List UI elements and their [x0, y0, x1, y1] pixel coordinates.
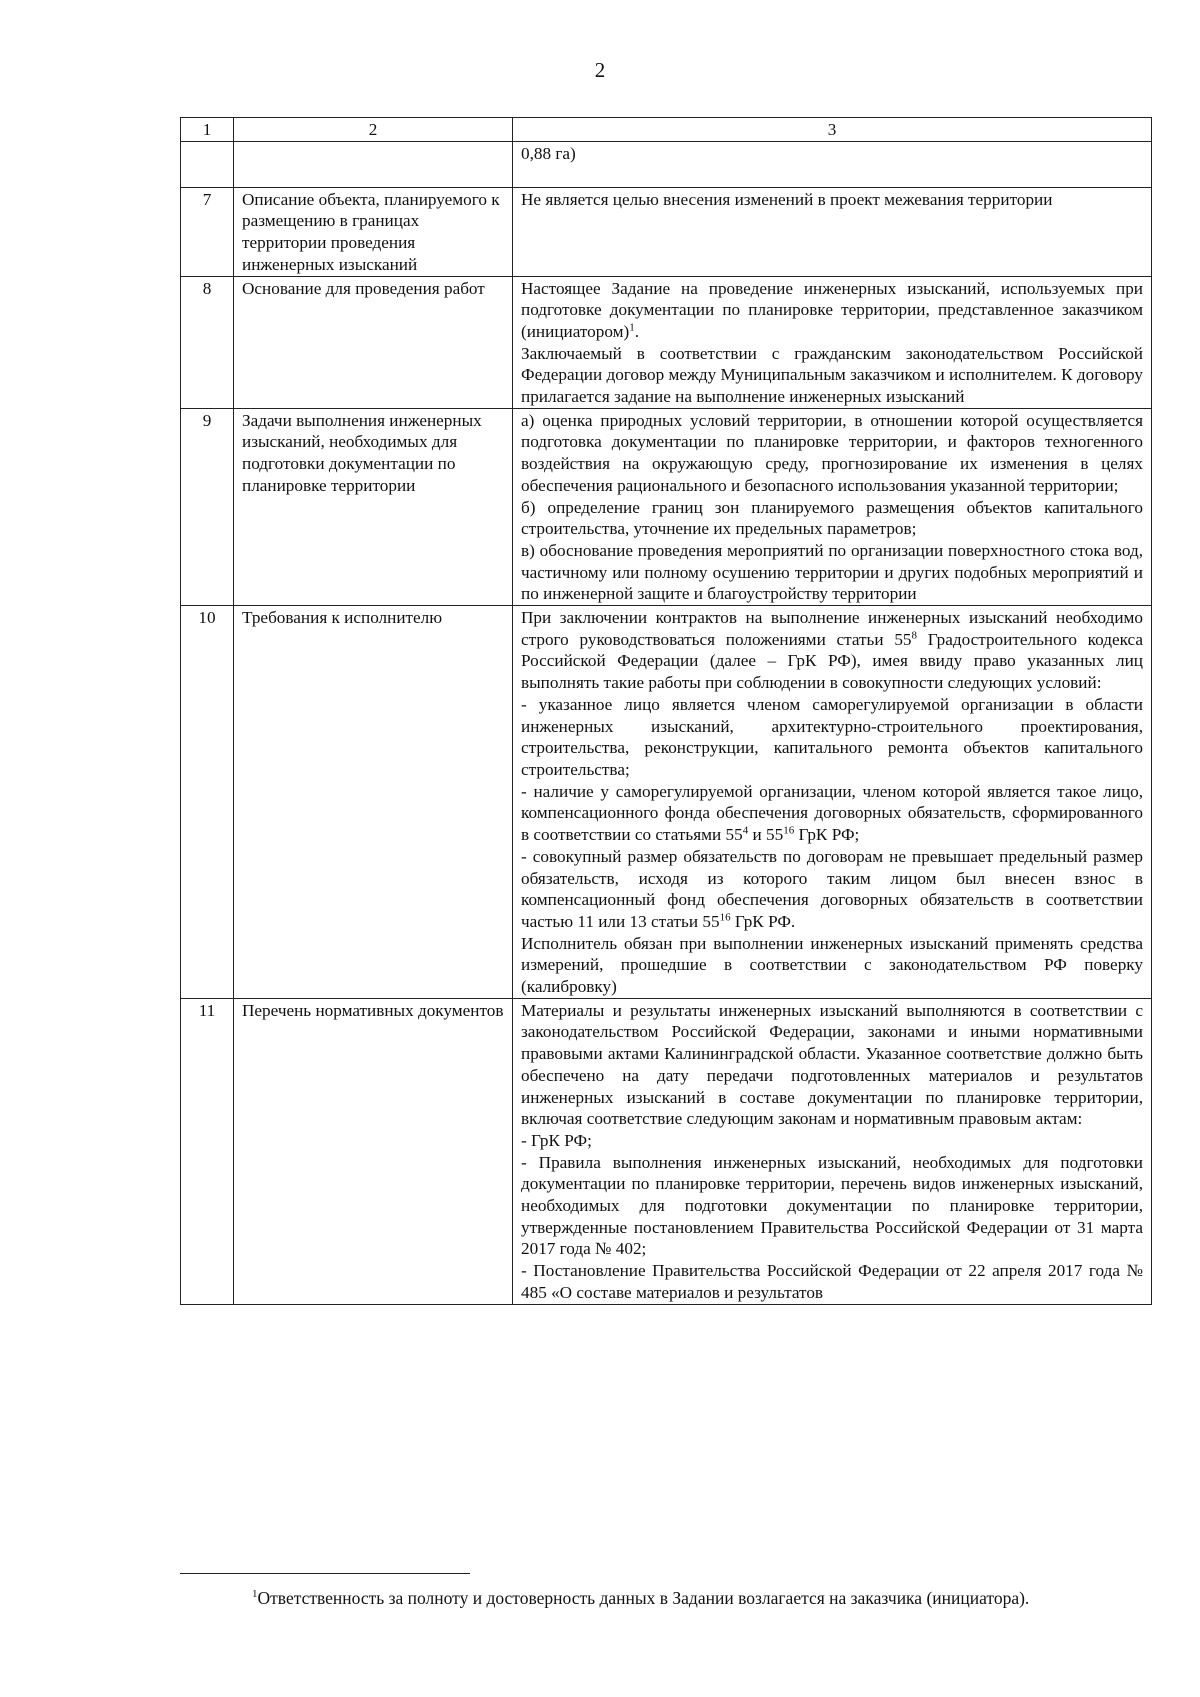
row-paragraph: - Правила выполнения инженерных изысканий, необходимых для подготовки документации по планировке территории, перечень видов инженерных изысканий, необходимых для подготовки документации по планировке территории, утвержденные постановлением Правительства Российской Федерации от 31 марта 2017 года № 402;	[521, 1152, 1143, 1259]
article-superscript: 8	[911, 629, 918, 642]
row-name-cell	[234, 141, 513, 187]
footnote	[252, 1587, 1029, 1609]
paragraph-text: - наличие у саморегулируемой организации, членом которой является такое лицо, компенсационного фонда обеспечения договорных обязательств, сформированного в соответствии со статьями 55	[521, 781, 1143, 845]
table-row	[181, 408, 1152, 605]
footnote-mark: 1	[252, 1588, 258, 1601]
paragraph-text: - совокупный размер обязательств по договорам не превышает предельный размер обязательств, исходя из которого таким лицом был внесен взнос в компенсационный фонд обеспечения договорных обязательств в соответствии частью 11 или 13 статьи 55	[521, 846, 1143, 931]
row-paragraph	[521, 846, 1143, 933]
row-paragraph: а) оценка природных условий территории, в отношении которой осуществляется подготовка документации по планировке территории, и факторов техногенного воздействия на окружающую среду, прогнозирование их изменения в целях обеспечения рационального и безопасного использования указанной территории;	[521, 410, 1143, 495]
row-name: Основание для проведения работ	[234, 276, 513, 408]
row-content	[513, 187, 1152, 276]
row-paragraph	[521, 607, 1143, 694]
row-content	[513, 276, 1152, 408]
row-content	[513, 408, 1152, 605]
paragraph-text: Градостроительного кодекса Российской Федерации (далее – ГрК РФ), имея ввиду право указанных лиц выполнять такие работы при соблюдении в совокупности следующих условий:	[521, 629, 1143, 693]
row-number: 7	[181, 187, 234, 276]
table-header-row	[181, 118, 1152, 142]
paragraph-end: .	[634, 321, 640, 341]
row-number: 11	[181, 998, 234, 1304]
row-number: 8	[181, 276, 234, 408]
row-number: 9	[181, 408, 234, 605]
paragraph-text: ГрК РФ;	[794, 825, 860, 845]
article-superscript: 4	[742, 824, 749, 837]
table-row	[181, 998, 1152, 1304]
row-paragraph: Не является целью внесения изменений в проект межевания территории	[521, 189, 1053, 209]
row-name: Перечень нормативных документов	[234, 998, 513, 1304]
row-name: Требования к исполнителю	[234, 606, 513, 999]
row-paragraph: - Постановление Правительства Российской Федерации от 22 апреля 2017 года № 485 «О составе материалов и результатов	[521, 1261, 1143, 1302]
row-paragraph	[521, 278, 1143, 343]
row-paragraph: - указанное лицо является членом саморегулируемой организации в области инженерных изысканий, архитектурно-строительного проектирования, строительства, реконструкции, капитального ремонта объектов капитального строительства;	[521, 694, 1143, 779]
table-row-continuation	[181, 141, 1152, 187]
row-paragraph: - ГрК РФ;	[521, 1130, 592, 1150]
row-paragraph: Заключаемый в соответствии с гражданским законодательством Российской Федерации договор между Муниципальным заказчиком и исполнителем. К договору прилагается задание на выполнение инженерных изысканий	[521, 343, 1143, 407]
row-number-cell	[181, 141, 234, 187]
row-paragraph: Материалы и результаты инженерных изысканий выполняются в соответствии с законодательством Российской Федерации, законами и иными нормативными правовыми актами Калининградской области. Указанное соответствие должно быть обеспечено на дату передачи подготовленных материалов и результатов инженерных изысканий в составе документации по планировке территории, включая соответствие следующим законам и нормативным правовым актам:	[521, 1000, 1143, 1129]
row-paragraph: б) определение границ зон планируемого размещения объектов капитального строительства, уточнение их предельных параметров;	[521, 497, 1143, 539]
row-content	[513, 606, 1152, 999]
row-paragraph	[521, 781, 1143, 846]
row-content-cell	[513, 141, 1152, 187]
row-paragraph: Исполнитель обязан при выполнении инженерных изысканий применять средства измерений, прошедшие в соответствии с законодательством РФ поверку (калибровку)	[521, 933, 1143, 997]
article-superscript: 16	[719, 911, 731, 924]
paragraph-text: Настоящее Задание на проведение инженерных изысканий, используемых при подготовке документации по планировке территории, представленное заказчиком (инициатором)	[521, 278, 1143, 341]
row-number: 10	[181, 606, 234, 999]
header-col-1: 1	[181, 118, 234, 142]
page-number: 2	[594, 58, 606, 82]
row-name: Описание объекта, планируемого к размещению в границах территории проведения инженерных изысканий	[234, 187, 513, 276]
paragraph-text: и 55	[748, 825, 784, 845]
footnote-separator	[180, 1573, 470, 1574]
row-name: Задачи выполнения инженерных изысканий, необходимых для подготовки документации по планировке территории	[234, 408, 513, 605]
article-superscript: 16	[783, 824, 795, 837]
header-col-3: 3	[513, 118, 1152, 142]
footnote-reference: 1	[629, 321, 635, 334]
table-row	[181, 276, 1152, 408]
footnote-text: Ответственность за полноту и достоверность данных в Задании возлагается на заказчика (инициатора).	[257, 1588, 1030, 1608]
paragraph-text: ГрК РФ.	[730, 911, 796, 931]
row-content	[513, 998, 1152, 1304]
table-row	[181, 606, 1152, 999]
requirements-table	[180, 117, 1152, 1305]
header-col-2: 2	[234, 118, 513, 142]
continuation-text: 0,88 га)	[521, 143, 576, 163]
paragraph-text: При заключении контрактов на выполнение инженерных изысканий необходимо строго руководствоваться положениями статьи 55	[521, 608, 1143, 649]
row-paragraph: в) обоснование проведения мероприятий по организации поверхностного стока вод, частичному или полному осушению территории и других подобных мероприятий и по инженерной защите и благоустройству территории	[521, 540, 1143, 604]
table-row	[181, 187, 1152, 276]
